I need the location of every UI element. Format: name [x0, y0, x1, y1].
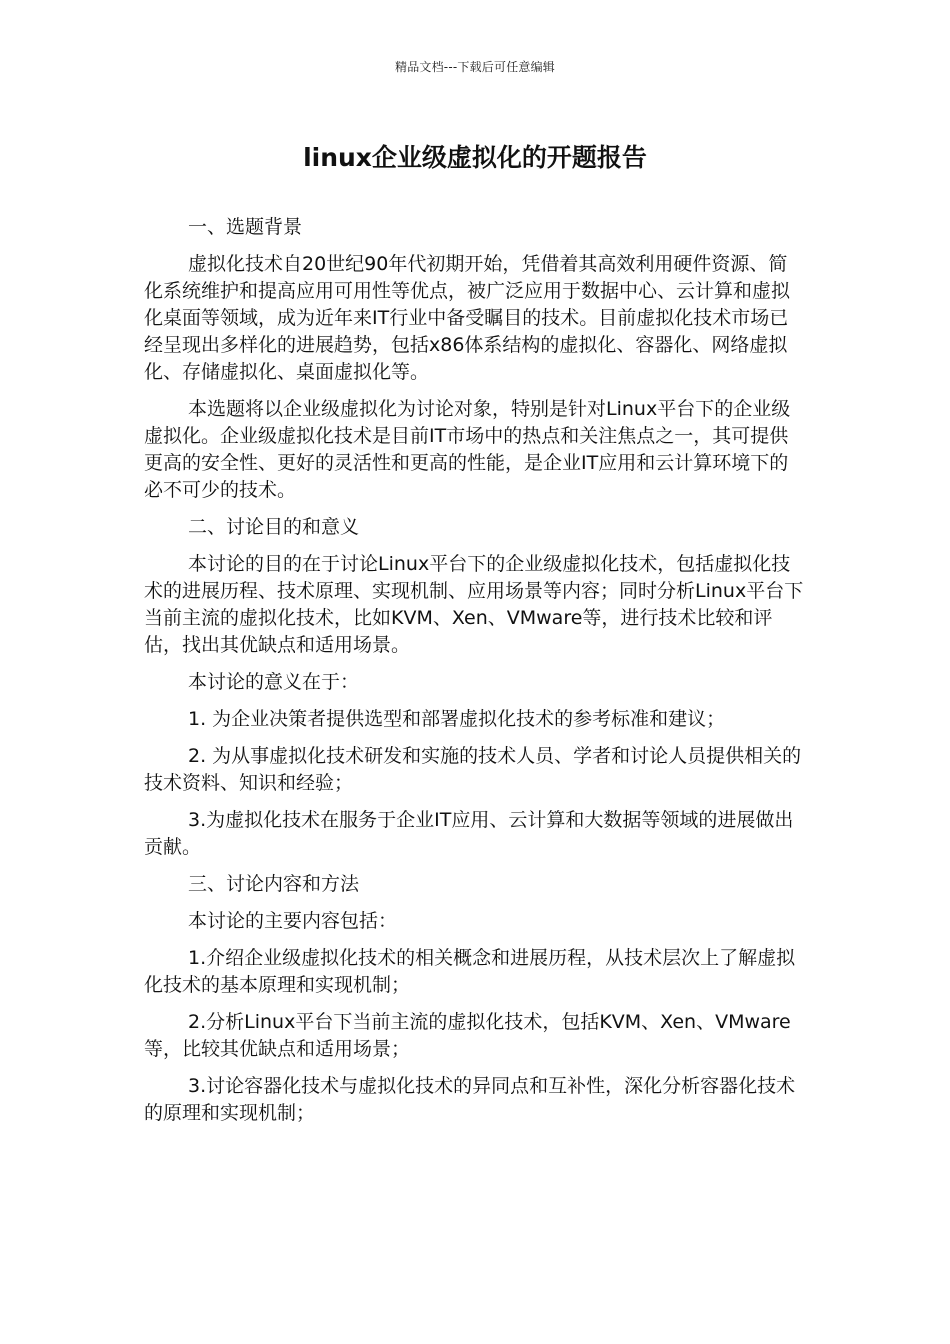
paragraph: 本讨论的意义在于：	[188, 671, 360, 693]
list-item: 2. 为从事虚拟化技术研发和实施的技术人员、学者和讨论人员提供相关的技术资料、知识和经验；	[144, 745, 802, 794]
document-body	[144, 214, 804, 1137]
document-title: linux企业级虚拟化的开题报告	[303, 143, 647, 172]
list-item: 3.为虚拟化技术在服务于企业IT应用、云计算和大数据等领域的进展做出贡献。	[144, 809, 794, 858]
header-note: 精品文档---下载后可任意编辑	[395, 60, 555, 74]
paragraph: 本讨论的目的在于讨论Linux平台下的企业级虚拟化技术，包括虚拟化技术的进展历程、技术原理、实现机制、应用场景等内容；同时分析Linux平台下当前主流的虚拟化技术，比如KVM、Xen、VMware等，进行技术比较和评估，找出其优缺点和适用场景。	[144, 553, 804, 656]
list-item: 1.介绍企业级虚拟化技术的相关概念和进展历程，从技术层次上了解虚拟化技术的基本原理和实现机制；	[144, 947, 796, 996]
section-heading-content-methods: 三、讨论内容和方法	[188, 873, 360, 895]
list-item: 3.讨论容器化技术与虚拟化技术的异同点和互补性，深化分析容器化技术的原理和实现机制；	[144, 1075, 796, 1124]
section-heading-purpose: 二、讨论目的和意义	[188, 516, 360, 538]
paragraph: 虚拟化技术自20世纪90年代初期开始，凭借着其高效利用硬件资源、简化系统维护和提高应用可用性等优点，被广泛应用于数据中心、云计算和虚拟化桌面等领域，成为近年来IT行业中备受瞩目的技术。目前虚拟化技术市场已经呈现出多样化的进展趋势，包括x86体系结构的虚拟化、容器化、网络虚拟化、存储虚拟化、桌面虚拟化等。	[144, 253, 791, 383]
list-item: 1. 为企业决策者提供选型和部署虚拟化技术的参考标准和建议；	[188, 708, 726, 730]
list-item: 2.分析Linux平台下当前主流的虚拟化技术，包括KVM、Xen、VMware等，比较其优缺点和适用场景；	[144, 1011, 791, 1060]
section-heading-background: 一、选题背景	[188, 216, 303, 238]
paragraph: 本选题将以企业级虚拟化为讨论对象，特别是针对Linux平台下的企业级虚拟化。企业级虚拟化技术是目前IT市场中的热点和关注焦点之一，其可提供更高的安全性、更好的灵活性和更高的性能，是企业IT应用和云计算环境下的必不可少的技术。	[144, 398, 791, 501]
paragraph: 本讨论的主要内容包括：	[188, 910, 398, 932]
